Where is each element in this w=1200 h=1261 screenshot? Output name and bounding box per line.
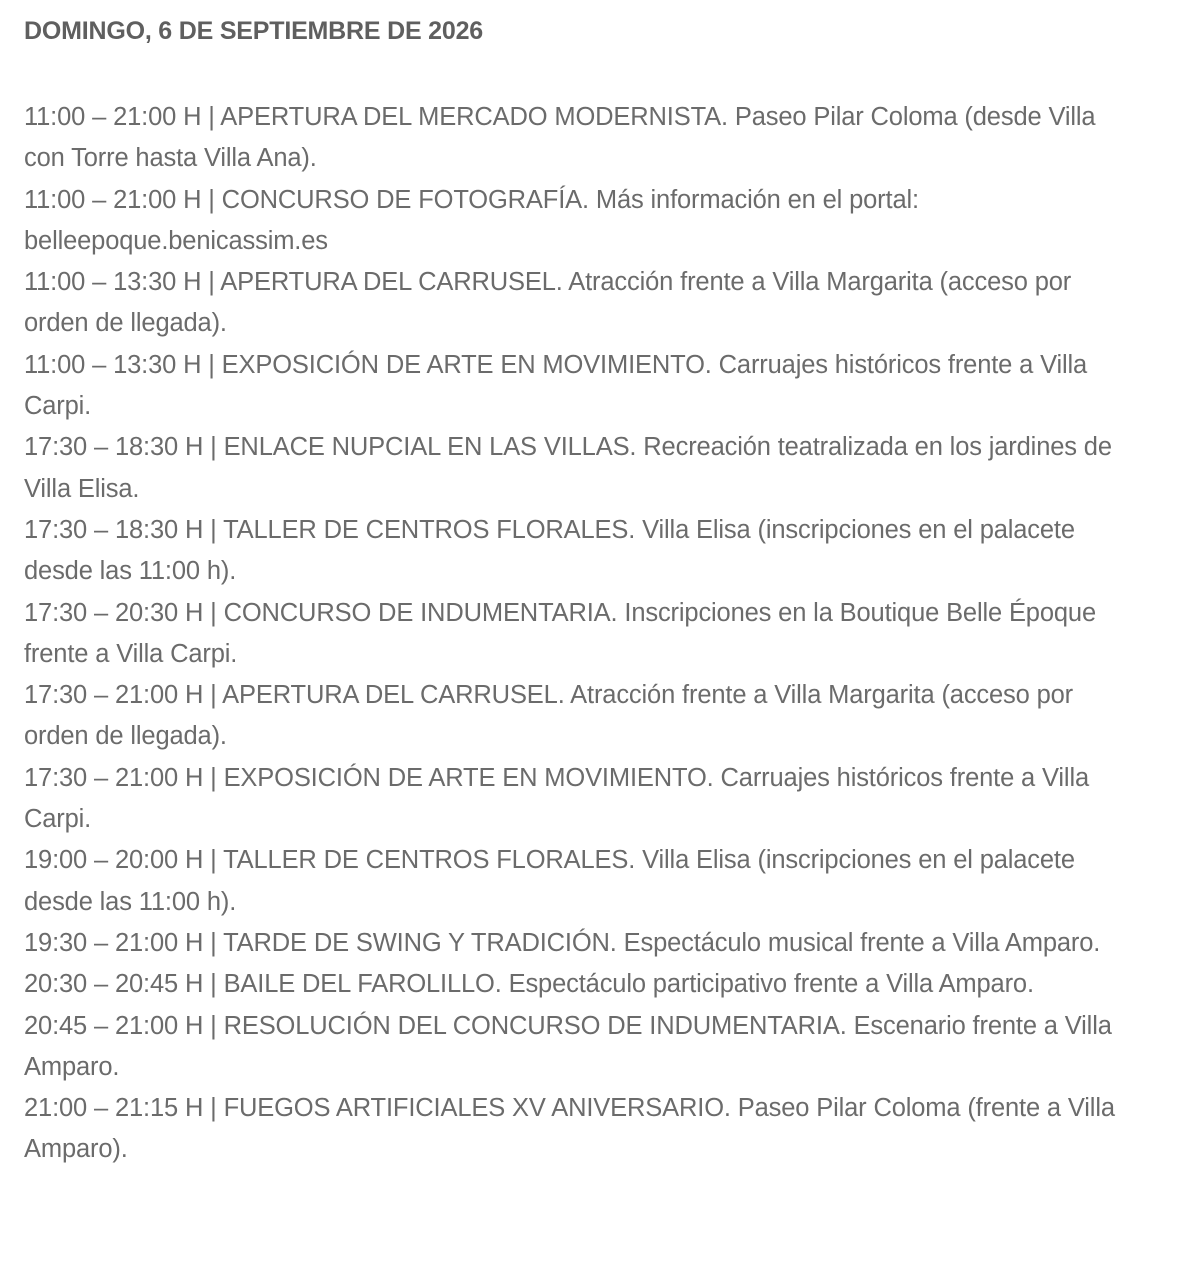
date-heading: DOMINGO, 6 DE SEPTIEMBRE DE 2026: [24, 17, 483, 45]
schedule-page: [24, 14, 1124, 1171]
schedule-item: 17:30 – 18:30 H | TALLER DE CENTROS FLORALES. Villa Elisa (inscripciones en el palacete desde las 11:00 h).: [24, 515, 1075, 586]
schedule-item: 20:30 – 20:45 H | BAILE DEL FAROLILLO. Espectáculo participativo frente a Villa Amparo.: [24, 970, 1034, 999]
schedule-item: 11:00 – 13:30 H | APERTURA DEL CARRUSEL. Atracción frente a Villa Margarita (acceso por orden de llegada).: [24, 268, 1072, 338]
schedule-item: 21:00 – 21:15 H | FUEGOS ARTIFICIALES XV ANIVERSARIO. Paseo Pilar Coloma (frente a Villa Amparo).: [24, 1094, 1115, 1164]
event-schedule-list: [24, 97, 1124, 1171]
schedule-item: 17:30 – 21:00 H | APERTURA DEL CARRUSEL. Atracción frente a Villa Margarita (acceso por orden de llegada).: [24, 681, 1074, 751]
schedule-item: 19:00 – 20:00 H | TALLER DE CENTROS FLORALES. Villa Elisa (inscripciones en el palacete desde las 11:00 h).: [24, 846, 1075, 916]
schedule-item: 11:00 – 21:00 H | APERTURA DEL MERCADO MODERNISTA. Paseo Pilar Coloma (desde Villa con Torre hasta Villa Ana).: [24, 103, 1096, 173]
schedule-item: 17:30 – 20:30 H | CONCURSO DE INDUMENTARIA. Inscripciones en la Boutique Belle Époque frente a Villa Carpi.: [24, 598, 1096, 668]
schedule-item: 11:00 – 21:00 H | CONCURSO DE FOTOGRAFÍA. Más información en el portal: belleepoque.benicassim.es: [24, 185, 919, 255]
schedule-item: 17:30 – 18:30 H | ENLACE NUPCIAL EN LAS VILLAS. Recreación teatralizada en los jardines de Villa Elisa.: [24, 433, 1112, 503]
schedule-item: 19:30 – 21:00 H | TARDE DE SWING Y TRADICIÓN. Espectáculo musical frente a Villa Amparo.: [24, 928, 1101, 957]
schedule-item: 20:45 – 21:00 H | RESOLUCIÓN DEL CONCURSO DE INDUMENTARIA. Escenario frente a Villa Amparo.: [24, 1011, 1112, 1081]
schedule-item: 17:30 – 21:00 H | EXPOSICIÓN DE ARTE EN MOVIMIENTO. Carruajes históricos frente a Villa Carpi.: [24, 763, 1089, 834]
schedule-item: 11:00 – 13:30 H | EXPOSICIÓN DE ARTE EN MOVIMIENTO. Carruajes históricos frente a Villa Carpi.: [24, 350, 1088, 421]
